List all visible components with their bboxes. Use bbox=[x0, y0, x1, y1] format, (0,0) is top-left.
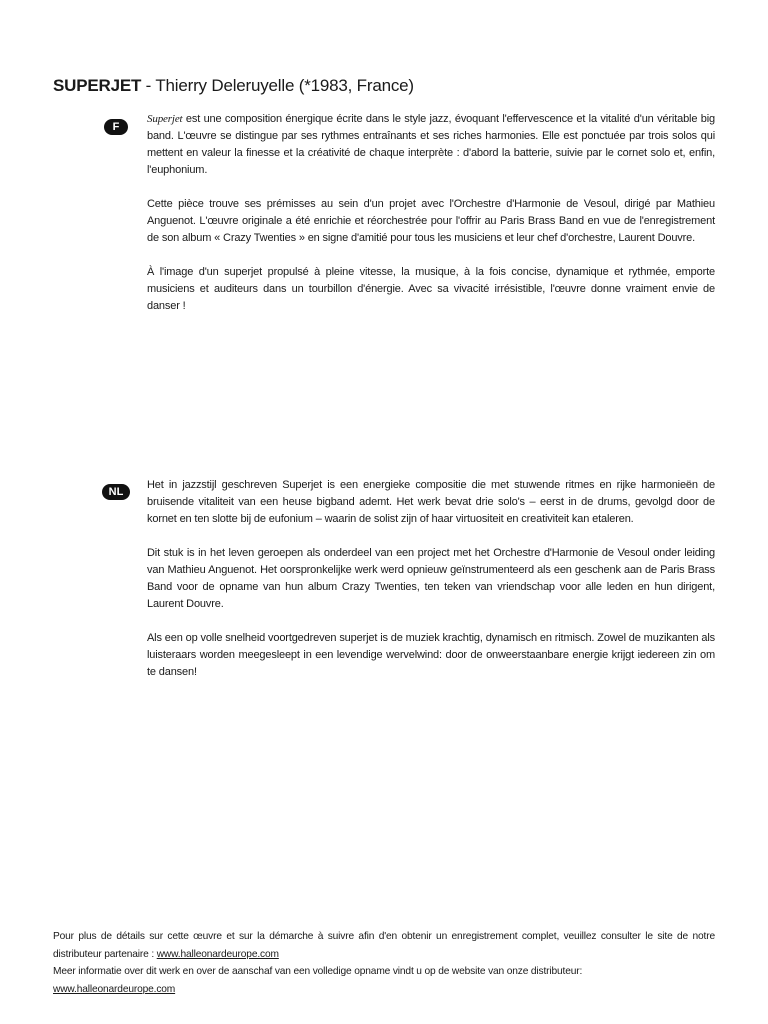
composer: - Thierry Deleruyelle (*1983, France) bbox=[141, 76, 414, 95]
french-paragraph-1 bbox=[147, 111, 715, 179]
footer bbox=[53, 928, 715, 998]
french-section bbox=[147, 111, 715, 332]
distributor-link-nl[interactable]: www.halleonardeurope.com bbox=[53, 983, 176, 995]
dutch-paragraph-1: Het in jazzstijl geschreven Superjet is een energieke compositie die met stuwende ritmes en rijke harmonieën de bruisende vitaliteit van een heuse bigband ademt. Het werk bevat drie solo's – eerst in de drums, gevolgd door de kornet en ten slotte bij de eufonium – waarin de solist zijn of haar virtuositeit en creativiteit kan etaleren. bbox=[147, 479, 715, 525]
dutch-language-badge: NL bbox=[102, 484, 130, 500]
page-title bbox=[53, 76, 414, 96]
footer-french-text: Pour plus de détails sur cette œuvre et sur la démarche à suivre afin d'en obtenir un enregistrement complet, veuillez consulter le site de notre distributeur partenaire : bbox=[53, 931, 715, 960]
footer-french bbox=[53, 928, 715, 963]
work-title: SUPERJET bbox=[53, 76, 142, 95]
french-paragraph-1-text: est une composition énergique écrite dans le style jazz, évoquant l'effervescence et la vitalité d'un véritable big band. L'œuvre se distingue par ses rythmes entraînants et ses riches harmonies. Elle est ponctuée par trois solos qui mettent en valeur la finesse et la créativité de chaque interprète : d'abord la batterie, suivie par le cornet solo et, enfin, l'euphonium. bbox=[147, 113, 715, 176]
distributor-link-fr[interactable]: www.halleonardeurope.com bbox=[156, 948, 279, 960]
dutch-paragraph-2: Dit stuk is in het leven geroepen als onderdeel van een project met het Orchestre d'Harmonie de Vesoul onder leiding van Mathieu Anguenot. Het oorspronkelijke werk werd opnieuw geïnstrumenteerd als een geschenk aan de Paris Brass Band voor de opname van hun album Crazy Twenties, ten teken van vriendschap voor alle leden en hun dirigent, Laurent Douvre. bbox=[147, 547, 715, 610]
dutch-paragraph-3: Als een op volle snelheid voortgedreven superjet is de muziek krachtig, dynamisch en ritmisch. Zowel de muzikanten als luisteraars worden meegesleept in een levendige wervelwind: door de onweerstaanbare energie krijgt iedereen zin om te dansen! bbox=[147, 632, 715, 678]
dutch-section bbox=[147, 477, 715, 698]
french-paragraph-2: Cette pièce trouve ses prémisses au sein d'un projet avec l'Orchestre d'Harmonie de Vesoul, dirigé par Mathieu Anguenot. L'œuvre originale a été enrichie et réorchestrée pour l'offrir au Paris Brass Band en vue de l'enregistrement de son album « Crazy Twenties » en signe d'amitié pour tous les musiciens et leur chef d'orchestre, Laurent Douvre. bbox=[147, 198, 715, 244]
work-name-italic: Superjet bbox=[147, 113, 183, 125]
french-paragraph-3: À l'image d'un superjet propulsé à pleine vitesse, la musique, à la fois concise, dynamique et rythmée, emporte musiciens et auditeurs dans un tourbillon d'énergie. Avec sa vivacité irrésistible, l'œuvre donne vraiment envie de danser ! bbox=[147, 266, 715, 312]
footer-dutch bbox=[53, 963, 715, 998]
french-language-badge: F bbox=[104, 119, 128, 135]
footer-dutch-text: Meer informatie over dit werk en over de aanschaf van een volledige opname vindt u op de website van onze distributeur: bbox=[53, 966, 583, 977]
